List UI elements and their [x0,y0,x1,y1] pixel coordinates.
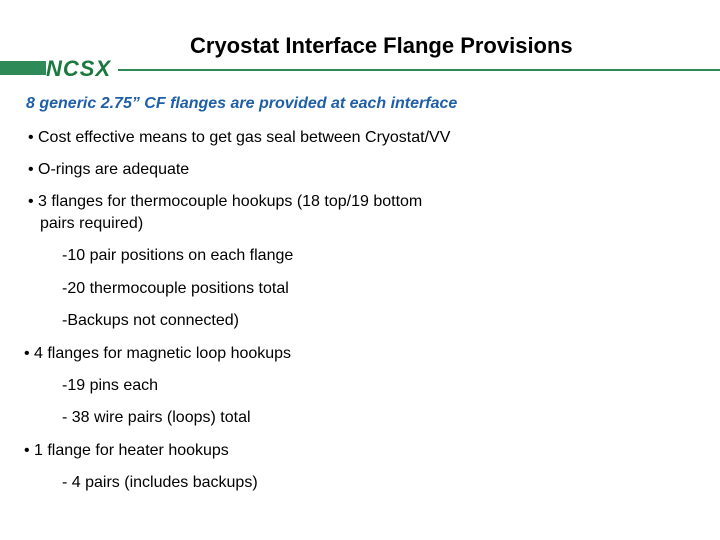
bullet-marker: • [24,345,30,362]
sub-item: -20 thermocouple positions total [62,280,289,297]
bullet-text: O-rings are adequate [38,161,190,178]
sub-item: -10 pair positions on each flange [62,247,294,264]
bullet-text: 3 flanges for thermocouple hookups (18 top/19 bottom [38,193,423,210]
slide-subtitle: 8 generic 2.75” CF flanges are provided at each interface [26,95,458,112]
bullet-item [24,345,291,363]
header-bar-left-block [0,61,46,75]
bullet-continuation: pairs required) [40,215,144,232]
header-rule [118,69,720,71]
sub-item: - 4 pairs (includes backups) [62,474,258,491]
bullet-text: 1 flange for heater hookups [34,442,229,459]
bullet-item [24,442,229,460]
slide-title: Cryostat Interface Flange Provisions [190,33,573,58]
sub-item: -Backups not connected) [62,312,239,329]
bullet-marker: • [24,442,30,459]
bullet-text: 4 flanges for magnetic loop hookups [34,345,292,362]
bullet-marker: • [28,161,34,178]
bullet-marker: • [28,193,34,210]
sub-item: -19 pins each [62,377,159,394]
logo: NCSX [46,56,112,81]
bullet-text: Cost effective means to get gas seal between Cryostat/VV [38,129,451,146]
bullet-item [28,193,422,211]
bullet-item [28,161,189,179]
sub-item: - 38 wire pairs (loops) total [62,409,251,426]
bullet-marker: • [28,129,34,146]
bullet-item [28,129,450,147]
